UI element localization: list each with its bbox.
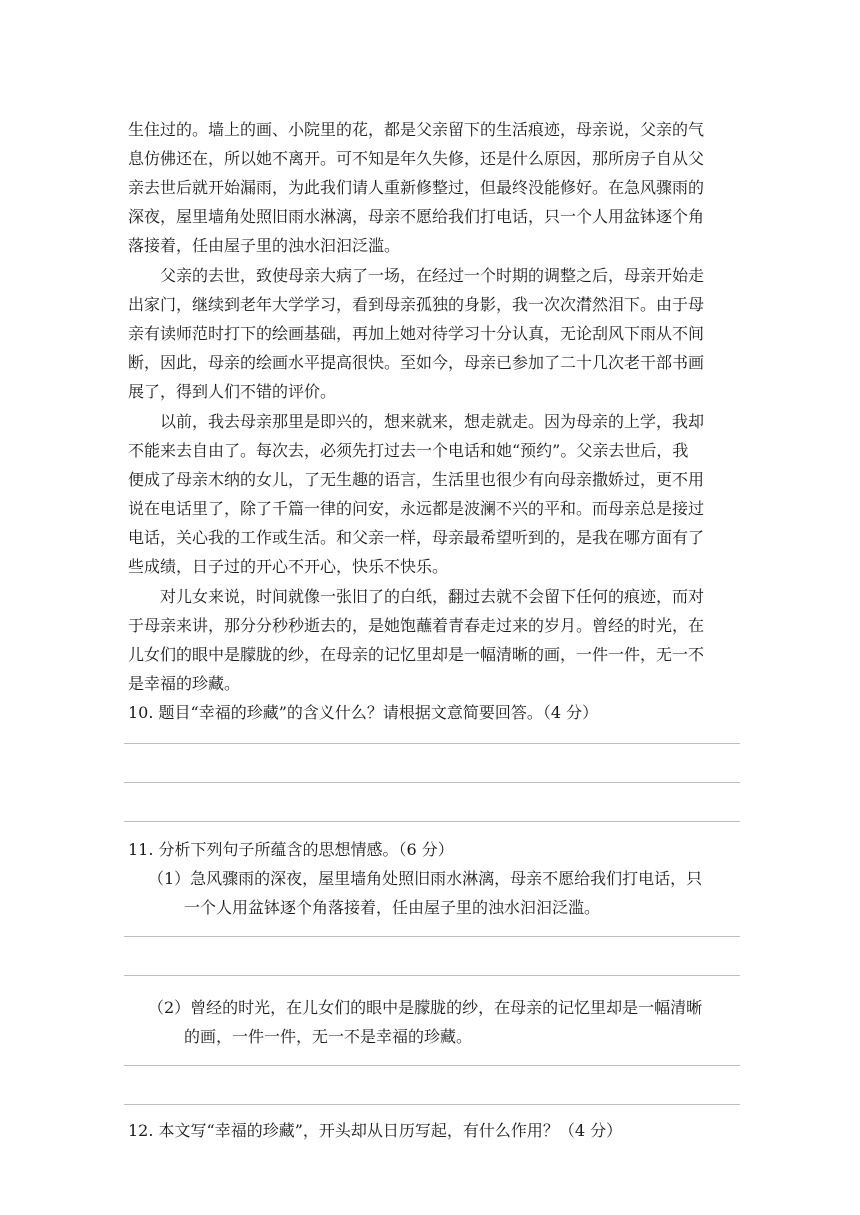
answer-line[interactable] <box>124 1065 740 1066</box>
passage-line: 亲去世后就开始漏雨，为此我们请人重新修整过，但最终没能修好。在急风骤雨的 <box>128 178 705 197</box>
passage-line: 断，因此，母亲的绘画水平提高很快。至如今，母亲已参加了二十几次老干部书画 <box>128 353 705 372</box>
passage-line: 息仿佛还在，所以她不离开。可不知是年久失修，还是什么原因，那所房子自从父 <box>128 149 705 168</box>
question-12: 12. 本文写“幸福的珍藏”，开头却从日历写起，有什么作用？（4 分） <box>128 1121 623 1140</box>
passage-line: 深夜，屋里墙角处照旧雨水淋漓，母亲不愿给我们打电话，只一个人用盆钵逐个角 <box>128 207 705 226</box>
passage-line: 些成绩，日子过的开心不开心，快乐不快乐。 <box>128 557 449 576</box>
passage-line: 对儿女来说，时间就像一张旧了的白纸，翻过去就不会留下任何的痕迹，而对 <box>160 587 705 606</box>
passage-line: 展了，得到人们不错的评价。 <box>128 382 337 401</box>
answer-line[interactable] <box>124 936 740 937</box>
passage-line: 亲有读师范时打下的绘画基础，再加上她对待学习十分认真，无论刮风下雨从不间 <box>128 324 705 343</box>
passage-line: 便成了母亲木纳的女儿，了无生趣的语言，生活里也很少有向母亲撒娇过，更不用 <box>128 470 705 489</box>
question-11-part-2: 的画，一件一件，无一不是幸福的珍藏。 <box>184 1027 473 1046</box>
passage-line: 说在电话里了，除了千篇一律的问安，永远都是波澜不兴的平和。而母亲总是接过 <box>128 499 705 518</box>
passage-line: 电话，关心我的工作或生活。和父亲一样，母亲最希望听到的，是我在哪方面有了 <box>128 528 705 547</box>
passage-line: 儿女们的眼中是朦胧的纱，在母亲的记忆里却是一幅清晰的画，一件一件，无一不 <box>128 645 705 664</box>
question-11-part-1: （1）急风骤雨的深夜，屋里墙角处照旧雨水淋漓，母亲不愿给我们打电话，只 <box>148 869 703 888</box>
question-10: 10. 题目“幸福的珍藏”的含义什么？请根据文意简要回答。（4 分） <box>128 703 599 722</box>
passage-line: 是幸福的珍藏。 <box>128 674 241 693</box>
answer-line[interactable] <box>124 782 740 783</box>
passage-line: 生住过的。墙上的画、小院里的花，都是父亲留下的生活痕迹，母亲说，父亲的气 <box>128 120 705 139</box>
question-11: 11. 分析下列句子所蕴含的思想情感。（6 分） <box>128 840 454 859</box>
answer-line[interactable] <box>124 1104 740 1105</box>
answer-line[interactable] <box>124 975 740 976</box>
passage-line: 出家门，继续到老年大学学习，看到母亲孤独的身影，我一次次潸然泪下。由于母 <box>128 295 705 314</box>
question-11-part-2: （2）曾经的时光，在儿女们的眼中是朦胧的纱，在母亲的记忆里却是一幅清晰 <box>148 998 703 1017</box>
passage-line: 父亲的去世，致使母亲大病了一场，在经过一个时期的调整之后，母亲开始走 <box>160 266 705 285</box>
question-11-part-1: 一个人用盆钵逐个角落接着，任由屋子里的浊水汩汩泛滥。 <box>184 898 601 917</box>
passage-line: 于母亲来讲，那分分秒秒逝去的，是她饱蘸着青春走过来的岁月。曾经的时光，在 <box>128 616 705 635</box>
passage-line: 以前，我去母亲那里是即兴的，想来就来，想走就走。因为母亲的上学，我却 <box>160 412 705 431</box>
answer-line[interactable] <box>124 821 740 822</box>
passage-line: 不能来去自由了。每次去，必须先打过去一个电话和她“预约”。父亲去世后，我 <box>128 441 689 460</box>
passage-line: 落接着，任由屋子里的浊水汩汩泛滥。 <box>128 236 401 255</box>
answer-line[interactable] <box>124 743 740 744</box>
